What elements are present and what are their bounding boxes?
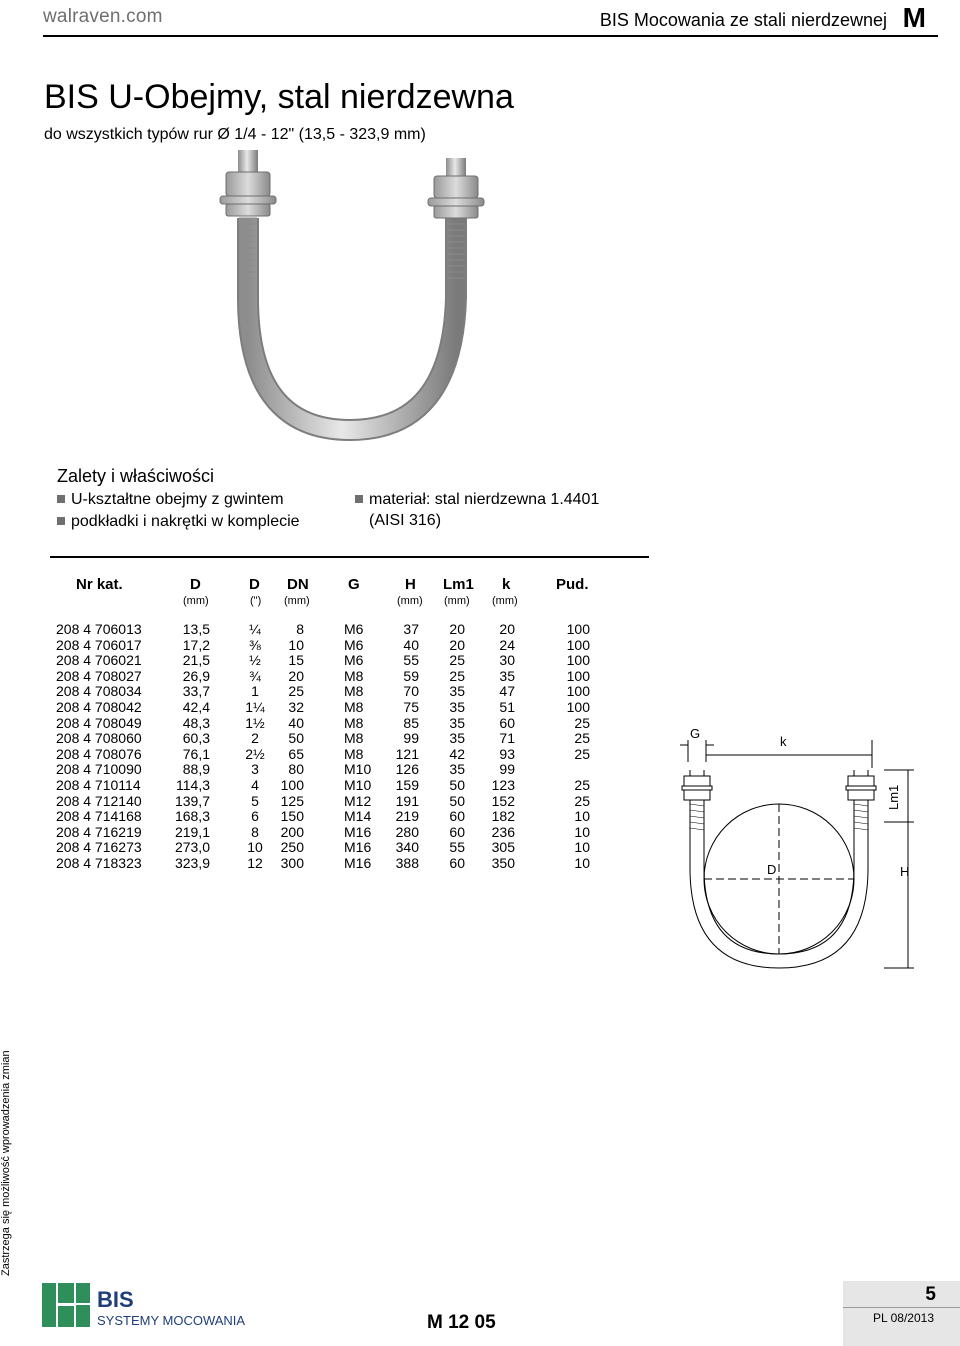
table-cell: 280	[395, 823, 419, 840]
column-header-h: H	[405, 576, 416, 593]
table-cell: M10	[344, 777, 372, 793]
table-cell: 208 4 708060	[56, 730, 142, 747]
table-cell: 25	[574, 777, 590, 793]
table-cell: 55	[403, 652, 419, 669]
table-cell: 5	[251, 792, 259, 809]
unit-lm1: (mm)	[444, 595, 470, 607]
table-cell: 50	[288, 730, 304, 747]
table-cell: 191	[395, 792, 419, 809]
u-bolt-dimension-diagram	[668, 718, 928, 973]
table-top-rule	[50, 556, 649, 558]
table-cell: 208 4 714168	[56, 808, 142, 825]
table-cell: 305	[491, 839, 515, 856]
table-row	[0, 730, 650, 746]
table-cell: 25	[449, 652, 465, 669]
table-cell: 99	[499, 761, 515, 778]
table-cell: ¼	[249, 621, 261, 637]
table-cell: 32	[288, 699, 304, 715]
feature-item-continuation: (AISI 316)	[369, 512, 442, 529]
table-cell: 208 4 712140	[56, 792, 142, 809]
table-cell: 25	[449, 667, 465, 684]
table-cell: ⅜	[249, 636, 261, 653]
column-header-lm1: Lm1	[443, 576, 474, 593]
table-cell: 35	[499, 667, 515, 684]
table-cell: 208 4 706021	[56, 652, 142, 669]
table-cell: 208 4 708027	[56, 667, 142, 684]
table-cell: 48,3	[182, 714, 210, 731]
logo-subtext: SYSTEMY MOCOWANIA	[97, 1313, 246, 1328]
table-cell: ¾	[249, 667, 261, 684]
table-cell: 182	[491, 808, 515, 825]
feature-item	[57, 490, 284, 510]
feature-text: U-kształtne obejmy z gwintem	[71, 491, 284, 508]
table-cell: 3	[251, 761, 259, 778]
table-cell: 15	[288, 652, 304, 669]
table-cell: 208 4 716273	[56, 839, 142, 856]
page-box-rule	[843, 1307, 960, 1308]
features-title: Zalety i właściwości	[57, 466, 215, 486]
column-header-dn: DN	[287, 576, 309, 593]
table-cell: 37	[403, 621, 419, 637]
table-cell: 340	[395, 839, 419, 856]
table-row	[0, 652, 650, 668]
table-cell: 1	[251, 683, 259, 700]
table-cell: M12	[344, 792, 372, 809]
logo-text: BIS	[97, 1287, 134, 1312]
table-cell: 10	[247, 839, 263, 856]
table-cell: 50	[449, 777, 465, 793]
table-cell: 25	[574, 745, 590, 762]
table-cell: M8	[344, 714, 364, 731]
feature-text: podkładki i nakrętki w komplecie	[71, 513, 300, 530]
table-cell: M6	[344, 652, 364, 669]
column-header-k: k	[502, 576, 511, 593]
table-row	[0, 637, 650, 653]
table-cell: 76,1	[182, 745, 210, 762]
table-cell: 100	[280, 777, 304, 793]
page-title: BIS U-Obejmy, stal nierdzewna	[44, 78, 514, 116]
table-cell: 71	[499, 730, 515, 747]
table-cell: 60	[499, 714, 515, 731]
table-cell: 55	[449, 839, 465, 856]
table-cell: 10	[574, 823, 590, 840]
bullet-square-icon	[57, 495, 65, 503]
table-cell: 35	[449, 699, 465, 715]
bullet-square-icon	[355, 495, 363, 503]
table-cell: M16	[344, 839, 372, 856]
table-cell: M6	[344, 636, 364, 653]
table-cell: 60	[449, 855, 465, 871]
table-cell: 125	[280, 792, 304, 809]
feature-item	[57, 512, 300, 532]
table-cell: 33,7	[182, 683, 210, 700]
bullet-square-icon	[57, 517, 65, 525]
table-cell: 50	[449, 792, 465, 809]
table-cell: M8	[344, 745, 364, 762]
table-cell: 208 4 708049	[56, 714, 142, 731]
table-cell: 236	[491, 823, 515, 840]
table-cell: 150	[280, 808, 304, 825]
side-disclaimer: Zastrzega się możliwość wprowadzenia zmian	[0, 1050, 12, 1276]
table-cell: 121	[395, 745, 419, 762]
table-cell: M10	[344, 761, 372, 778]
column-header-pack: Pud.	[556, 576, 589, 593]
table-row	[0, 761, 650, 777]
page-number: 5	[925, 1284, 936, 1305]
table-cell: 208 4 716219	[56, 823, 142, 840]
table-cell: 59	[403, 667, 419, 684]
column-header-d-inch: D	[249, 576, 260, 593]
table-cell: 85	[403, 714, 419, 731]
table-cell: 12	[247, 855, 263, 871]
table-cell: 60	[449, 823, 465, 840]
table-cell: 35	[449, 714, 465, 731]
table-cell: 20	[499, 621, 515, 637]
table-cell: 20	[288, 667, 304, 684]
table-cell: 93	[499, 745, 515, 762]
table-row	[0, 808, 650, 824]
table-cell: 25	[574, 730, 590, 747]
table-cell: M16	[344, 823, 372, 840]
table-cell: M8	[344, 699, 364, 715]
edition-label: PL 08/2013	[873, 1311, 934, 1325]
page-subtitle: do wszystkich typów rur Ø 1/4 - 12" (13,5 - 323,9 mm)	[44, 126, 426, 143]
table-cell: 10	[288, 636, 304, 653]
table-row	[0, 824, 650, 840]
table-cell: 2½	[245, 745, 265, 762]
table-cell: 4	[251, 777, 259, 793]
table-cell: 60,3	[182, 730, 210, 747]
table-cell: 100	[566, 652, 590, 669]
table-cell: 6	[251, 808, 259, 825]
table-cell: 25	[574, 714, 590, 731]
table-cell: 13,5	[182, 621, 210, 637]
table-cell: 273,0	[174, 839, 210, 856]
table-cell: 159	[395, 777, 419, 793]
u-bolt-product-image	[200, 148, 520, 448]
table-cell: 350	[491, 855, 515, 871]
table-cell: 219,1	[174, 823, 210, 840]
table-cell: 40	[288, 714, 304, 731]
bis-logo	[42, 1283, 246, 1336]
unit-d-mm: (mm)	[183, 595, 209, 607]
table-cell: 30	[499, 652, 515, 669]
unit-d-inch: (")	[250, 595, 262, 607]
table-cell: 1½	[245, 714, 265, 731]
table-cell: 60	[449, 808, 465, 825]
table-cell: 388	[395, 855, 419, 871]
table-cell: 208 4 708042	[56, 699, 142, 715]
diagram-label-d: D	[767, 862, 777, 877]
table-cell: 100	[566, 667, 590, 684]
column-header-catalog: Nr kat.	[76, 576, 123, 593]
table-cell: 65	[288, 745, 304, 762]
table-cell: ½	[249, 652, 261, 669]
table-cell: 35	[449, 761, 465, 778]
table-cell: 100	[566, 683, 590, 700]
table-cell: 99	[403, 730, 419, 747]
table-row	[0, 683, 650, 699]
table-row	[0, 793, 650, 809]
table-cell: 208 4 706013	[56, 621, 142, 637]
table-cell: 26,9	[182, 667, 210, 684]
table-cell: 208 4 706017	[56, 636, 142, 653]
table-cell: 208 4 708034	[56, 683, 142, 700]
table-cell: 250	[280, 839, 304, 856]
table-row	[0, 746, 650, 762]
unit-h: (mm)	[397, 595, 423, 607]
table-cell: 10	[574, 855, 590, 871]
table-cell: M14	[344, 808, 372, 825]
feature-item	[355, 490, 599, 510]
table-cell: 114,3	[176, 777, 210, 793]
table-cell: 100	[566, 699, 590, 715]
catalog-section-code: M 12 05	[427, 1312, 496, 1333]
table-row	[0, 668, 650, 684]
table-cell: 80	[288, 761, 304, 778]
table-cell: 25	[288, 683, 304, 700]
table-cell: 208 4 710114	[56, 777, 141, 793]
table-cell: 35	[449, 683, 465, 700]
table-cell: 123	[491, 777, 515, 793]
diagram-label-g: G	[690, 726, 701, 741]
table-cell: 8	[296, 621, 304, 637]
table-row	[0, 699, 650, 715]
table-cell: 208 4 708076	[56, 745, 142, 762]
section-letter: M	[902, 2, 926, 33]
table-cell: 17,2	[182, 636, 210, 653]
brand-url[interactable]: walraven.com	[43, 6, 163, 27]
table-cell: 70	[403, 683, 419, 700]
table-cell: 40	[403, 636, 419, 653]
table-cell: M6	[344, 621, 364, 637]
diagram-label-k: k	[780, 734, 787, 749]
table-row	[0, 777, 650, 793]
table-cell: M8	[344, 730, 364, 747]
column-header-d-mm: D	[190, 576, 201, 593]
table-cell: 2	[251, 730, 259, 747]
table-cell: 42,4	[182, 699, 210, 715]
column-header-g: G	[348, 576, 360, 593]
table-cell: 51	[499, 699, 515, 715]
diagram-label-lm1: Lm1	[886, 784, 901, 810]
table-cell: 219	[395, 808, 419, 825]
table-cell: 100	[566, 636, 590, 653]
table-cell: 21,5	[182, 652, 210, 669]
table-cell: 168,3	[174, 808, 210, 825]
unit-k: (mm)	[492, 595, 518, 607]
section-title: BIS Mocowania ze stali nierdzewnej	[599, 10, 887, 30]
table-cell: 20	[449, 621, 465, 637]
table-cell: 300	[280, 855, 304, 871]
table-cell: 323,9	[174, 855, 210, 871]
table-cell: 10	[574, 808, 590, 825]
table-cell: 25	[574, 792, 590, 809]
table-cell: 208 4 710090	[56, 761, 142, 778]
table-cell: M8	[344, 667, 364, 684]
table-cell: 200	[280, 823, 304, 840]
table-cell: 208 4 718323	[56, 855, 142, 871]
unit-dn: (mm)	[284, 595, 310, 607]
diagram-label-h: H	[900, 864, 910, 879]
table-cell: 42	[449, 745, 465, 762]
table-cell: 8	[251, 823, 259, 840]
table-cell: 47	[499, 683, 515, 700]
table-cell: 139,7	[174, 792, 210, 809]
table-cell: 35	[449, 730, 465, 747]
table-row	[0, 839, 650, 855]
table-cell: M16	[344, 855, 372, 871]
table-cell: 24	[499, 636, 515, 653]
table-cell: 100	[566, 621, 590, 637]
table-cell: 10	[574, 839, 590, 856]
table-cell: 88,9	[182, 761, 210, 778]
header-rule	[43, 35, 938, 37]
table-cell: M8	[344, 683, 364, 700]
table-row	[0, 621, 650, 637]
table-cell: 1¼	[245, 699, 265, 715]
table-cell: 126	[395, 761, 419, 778]
table-row	[0, 715, 650, 731]
table-row	[0, 855, 650, 871]
feature-text: materiał: stal nierdzewna 1.4401	[369, 491, 600, 508]
table-cell: 152	[491, 792, 515, 809]
table-cell: 75	[403, 699, 419, 715]
table-cell: 20	[449, 636, 465, 653]
